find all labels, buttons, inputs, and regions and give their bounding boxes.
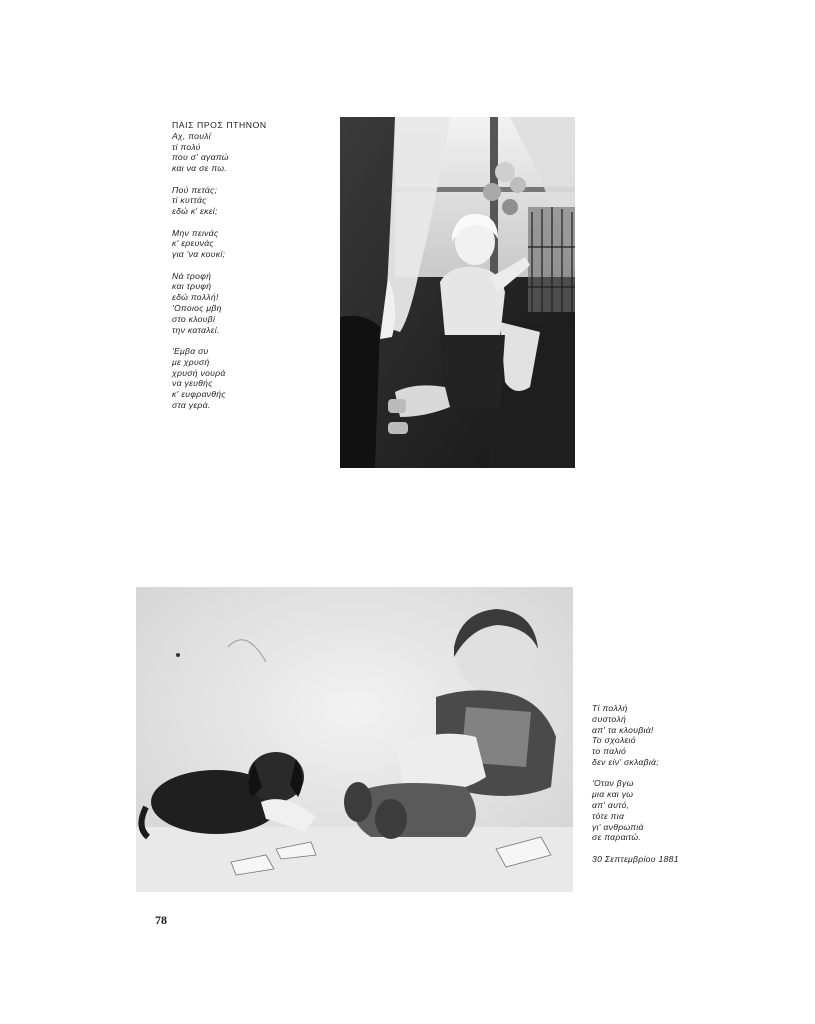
poem-line: να γευθής: [172, 378, 213, 389]
poem-title: ΠΑΙΣ ΠΡΟΣ ΠΤΗΝΟΝ: [172, 120, 267, 130]
poem-line: το παλιό: [592, 746, 627, 757]
poem-line: εδώ κ' εκεί;: [172, 206, 218, 217]
poem-line: Πού πετάς;: [172, 184, 218, 195]
poem-line: Το σχολειό: [592, 735, 636, 746]
poem-line: και να σε πω.: [172, 163, 227, 174]
photo-girl-with-birdcage: [340, 117, 575, 468]
stanza: [172, 131, 332, 174]
poem-date: 30 Σεπτεμβρίου 1881: [592, 853, 679, 864]
poem-line: τί κυττάς: [172, 195, 207, 206]
poem-line: απ' τα κλουβιά!: [592, 724, 654, 735]
page-number: 78: [155, 913, 167, 927]
poem-line: 'Οποιος μβη: [172, 302, 222, 313]
photo-girl-with-birdcage-image: [340, 117, 575, 468]
photo-child-with-puppy-image: [136, 587, 573, 892]
poem-line: δεν είν' σκλαβιά;: [592, 756, 659, 767]
poem-line: με χρυσή: [172, 356, 210, 367]
poem-line: τότε πια: [592, 810, 625, 821]
poem-line: 'Οταν βγω: [592, 778, 634, 789]
poem-top: [172, 120, 332, 421]
poem-line: Νά τροφή: [172, 270, 212, 281]
stanza: [172, 346, 332, 411]
poem-line: για 'να κουκί;: [172, 249, 226, 260]
poem-line: Μην πεινάς: [172, 227, 219, 238]
stanza: [172, 271, 332, 336]
poem-line: γι' ανθρωπιά: [592, 821, 644, 832]
poem-bottom: [592, 703, 752, 865]
poem-line: κ' ερευνάς: [172, 238, 214, 249]
poem-line: συστολή: [592, 713, 627, 724]
poem-line: απ' αυτό,: [592, 799, 630, 810]
poem-line: 'Εμβα συ: [172, 345, 209, 356]
stanza: [172, 185, 332, 217]
poem-line: στο κλουβί: [172, 313, 216, 324]
photo-child-with-puppy: [136, 587, 573, 892]
poem-line: στα γερά.: [172, 399, 211, 410]
poem-line: και τρυφή: [172, 281, 212, 292]
poem-line: που σ' αγαπώ: [172, 152, 229, 163]
poem-line: τί πολύ: [172, 141, 201, 152]
poem-line: κ' ευφρανθής: [172, 389, 226, 400]
poem-line: χρυσή νουρά: [172, 367, 226, 378]
poem-line: την καταλεί.: [172, 324, 220, 335]
poem-line: μια και γω: [592, 789, 634, 800]
poem-line: σε παραιτώ.: [592, 832, 642, 843]
stanza: [592, 703, 752, 768]
stanza: [592, 778, 752, 843]
poem-line: Τί πολλή: [592, 703, 628, 713]
stanza: [172, 228, 332, 260]
poem-line: Αχ, πουλί: [172, 130, 212, 141]
poem-line: εδώ πολλή!: [172, 292, 219, 303]
